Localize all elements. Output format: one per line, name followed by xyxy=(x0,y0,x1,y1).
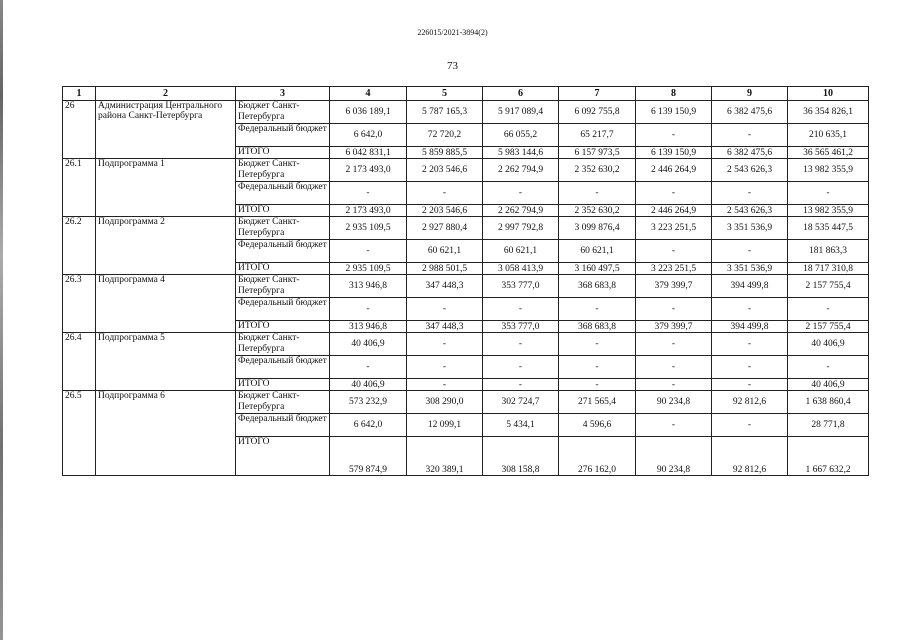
page-number: 73 xyxy=(447,60,458,72)
row-name: Подпрограмма 2 xyxy=(96,217,236,275)
value-cell: 3 058 413,9 xyxy=(483,263,559,275)
total-label: ИТОГО xyxy=(236,437,330,476)
value-cell: 90 234,8 xyxy=(636,391,712,414)
funding-source: Федеральный бюджет xyxy=(236,182,330,205)
value-cell: 2 543 626,3 xyxy=(712,159,788,182)
value-cell: 210 635,1 xyxy=(788,124,869,147)
funding-source: Федеральный бюджет xyxy=(236,240,330,263)
value-cell: - xyxy=(483,356,559,379)
value-cell: 40 406,9 xyxy=(788,333,869,356)
value-cell: - xyxy=(559,182,636,205)
value-cell: 6 042 831,1 xyxy=(330,147,407,159)
value-cell: - xyxy=(636,379,712,391)
table-body xyxy=(63,101,869,476)
value-cell: 2 157 755,4 xyxy=(788,321,869,333)
value-cell: 6 139 150,9 xyxy=(636,147,712,159)
value-cell: - xyxy=(559,333,636,356)
value-cell: 1 638 860,4 xyxy=(788,391,869,414)
value-cell: - xyxy=(788,356,869,379)
value-cell: 65 217,7 xyxy=(559,124,636,147)
row-name: Подпрограмма 6 xyxy=(96,391,236,476)
value-cell: 302 724,7 xyxy=(483,391,559,414)
value-cell: 5 434,1 xyxy=(483,414,559,437)
row-name: Подпрограмма 4 xyxy=(96,275,236,333)
row-code: 26.1 xyxy=(63,159,96,217)
value-cell: 5 859 885,5 xyxy=(407,147,483,159)
funding-source: Федеральный бюджет xyxy=(236,124,330,147)
value-cell: 72 720,2 xyxy=(407,124,483,147)
value-cell: 2 173 493,0 xyxy=(330,205,407,217)
scan-edge-shadow xyxy=(0,0,3,640)
value-cell: 13 982 355,9 xyxy=(788,205,869,217)
value-cell: - xyxy=(712,298,788,321)
value-cell: 6 036 189,1 xyxy=(330,101,407,124)
total-label: ИТОГО xyxy=(236,263,330,275)
value-cell: 5 787 165,3 xyxy=(407,101,483,124)
value-cell: 2 988 501,5 xyxy=(407,263,483,275)
value-cell: 313 946,8 xyxy=(330,275,407,298)
value-cell: - xyxy=(330,182,407,205)
value-cell: 60 621,1 xyxy=(483,240,559,263)
value-cell: 40 406,9 xyxy=(330,379,407,391)
value-cell: 66 055,2 xyxy=(483,124,559,147)
value-cell: 2 935 109,5 xyxy=(330,217,407,240)
value-cell: 2 997 792,8 xyxy=(483,217,559,240)
value-cell: - xyxy=(483,379,559,391)
value-cell: 3 099 876,4 xyxy=(559,217,636,240)
value-cell: - xyxy=(559,298,636,321)
value-cell: 2 543 626,3 xyxy=(712,205,788,217)
value-cell: 13 982 355,9 xyxy=(788,159,869,182)
value-cell: - xyxy=(712,356,788,379)
value-cell: 394 499,8 xyxy=(712,275,788,298)
row-name: Администрация Центрального района Санкт-Петербурга xyxy=(96,101,236,159)
value-cell: 2 935 109,5 xyxy=(330,263,407,275)
value-cell: - xyxy=(636,298,712,321)
value-cell: 2 446 264,9 xyxy=(636,159,712,182)
value-cell: 2 262 794,9 xyxy=(483,205,559,217)
funding-source: Бюджет Санкт-Петербурга xyxy=(236,101,330,124)
row-code: 26.5 xyxy=(63,391,96,476)
value-cell: 60 621,1 xyxy=(407,240,483,263)
total-label: ИТОГО xyxy=(236,321,330,333)
value-cell: 3 351 536,9 xyxy=(712,217,788,240)
value-cell: - xyxy=(788,298,869,321)
table-row xyxy=(63,159,869,182)
row-code: 26.3 xyxy=(63,275,96,333)
document-id: 226015/2021-3894(2) xyxy=(417,28,488,37)
value-cell: 2 352 630,2 xyxy=(559,159,636,182)
funding-source: Бюджет Санкт-Петербурга xyxy=(236,275,330,298)
value-cell: 90 234,8 xyxy=(636,437,712,476)
value-cell: - xyxy=(712,182,788,205)
total-label: ИТОГО xyxy=(236,205,330,217)
column-header: 3 xyxy=(236,87,330,101)
value-cell: 347 448,3 xyxy=(407,275,483,298)
header-row xyxy=(63,87,869,101)
value-cell: 4 596,6 xyxy=(559,414,636,437)
value-cell: 3 160 497,5 xyxy=(559,263,636,275)
value-cell: 92 812,6 xyxy=(712,437,788,476)
row-code: 26 xyxy=(63,101,96,159)
value-cell: 60 621,1 xyxy=(559,240,636,263)
value-cell: 12 099,1 xyxy=(407,414,483,437)
column-header: 5 xyxy=(407,87,483,101)
value-cell: 6 382 475,6 xyxy=(712,147,788,159)
value-cell: - xyxy=(483,182,559,205)
column-header: 9 xyxy=(712,87,788,101)
value-cell: 347 448,3 xyxy=(407,321,483,333)
value-cell: - xyxy=(330,298,407,321)
value-cell: 368 683,8 xyxy=(559,321,636,333)
value-cell: 2 157 755,4 xyxy=(788,275,869,298)
value-cell: 36 565 461,2 xyxy=(788,147,869,159)
value-cell: - xyxy=(559,379,636,391)
funding-source: Бюджет Санкт-Петербурга xyxy=(236,391,330,414)
funding-source: Бюджет Санкт-Петербурга xyxy=(236,333,330,356)
value-cell: 2 352 630,2 xyxy=(559,205,636,217)
value-cell: - xyxy=(483,298,559,321)
funding-source: Бюджет Санкт-Петербурга xyxy=(236,159,330,182)
value-cell: - xyxy=(712,379,788,391)
value-cell: 28 771,8 xyxy=(788,414,869,437)
value-cell: 353 777,0 xyxy=(483,321,559,333)
value-cell: 6 382 475,6 xyxy=(712,101,788,124)
value-cell: - xyxy=(636,414,712,437)
value-cell: - xyxy=(330,356,407,379)
value-cell: 320 389,1 xyxy=(407,437,483,476)
value-cell: 2 446 264,9 xyxy=(636,205,712,217)
funding-source: Федеральный бюджет xyxy=(236,356,330,379)
value-cell: 308 290,0 xyxy=(407,391,483,414)
value-cell: - xyxy=(559,356,636,379)
value-cell: - xyxy=(712,333,788,356)
value-cell: 6 157 973,5 xyxy=(559,147,636,159)
value-cell: 579 874,9 xyxy=(330,437,407,476)
column-header: 7 xyxy=(559,87,636,101)
value-cell: 308 158,8 xyxy=(483,437,559,476)
value-cell: 2 262 794,9 xyxy=(483,159,559,182)
column-header: 2 xyxy=(96,87,236,101)
row-code: 26.2 xyxy=(63,217,96,275)
value-cell: 181 863,3 xyxy=(788,240,869,263)
table-row xyxy=(63,391,869,414)
row-name: Подпрограмма 5 xyxy=(96,333,236,391)
value-cell: - xyxy=(407,298,483,321)
value-cell: - xyxy=(483,333,559,356)
value-cell: - xyxy=(636,182,712,205)
value-cell: 6 139 150,9 xyxy=(636,101,712,124)
value-cell: - xyxy=(330,240,407,263)
column-header: 10 xyxy=(788,87,869,101)
value-cell: 276 162,0 xyxy=(559,437,636,476)
table-row xyxy=(63,101,869,124)
value-cell: 40 406,9 xyxy=(788,379,869,391)
value-cell: 5 917 089,4 xyxy=(483,101,559,124)
value-cell: 2 203 546,6 xyxy=(407,159,483,182)
value-cell: - xyxy=(636,356,712,379)
value-cell: - xyxy=(407,379,483,391)
funding-source: Бюджет Санкт-Петербурга xyxy=(236,217,330,240)
total-label: ИТОГО xyxy=(236,379,330,391)
value-cell: 18 717 310,8 xyxy=(788,263,869,275)
column-header: 8 xyxy=(636,87,712,101)
column-header: 4 xyxy=(330,87,407,101)
value-cell: 368 683,8 xyxy=(559,275,636,298)
value-cell: - xyxy=(636,333,712,356)
value-cell: - xyxy=(712,414,788,437)
value-cell: 3 351 536,9 xyxy=(712,263,788,275)
value-cell: - xyxy=(407,182,483,205)
value-cell: 271 565,4 xyxy=(559,391,636,414)
funding-source: Федеральный бюджет xyxy=(236,298,330,321)
value-cell: 40 406,9 xyxy=(330,333,407,356)
value-cell: - xyxy=(712,124,788,147)
value-cell: 6 092 755,8 xyxy=(559,101,636,124)
value-cell: - xyxy=(788,182,869,205)
value-cell: - xyxy=(407,333,483,356)
column-header: 1 xyxy=(63,87,96,101)
value-cell: 2 203 546,6 xyxy=(407,205,483,217)
value-cell: 2 173 493,0 xyxy=(330,159,407,182)
table-row xyxy=(63,217,869,240)
value-cell: 92 812,6 xyxy=(712,391,788,414)
funding-source: Федеральный бюджет xyxy=(236,414,330,437)
value-cell: 2 927 880,4 xyxy=(407,217,483,240)
value-cell: - xyxy=(712,240,788,263)
total-label: ИТОГО xyxy=(236,147,330,159)
value-cell: - xyxy=(407,356,483,379)
value-cell: 394 499,8 xyxy=(712,321,788,333)
value-cell: 6 642,0 xyxy=(330,124,407,147)
table-row xyxy=(63,275,869,298)
table-row xyxy=(63,333,869,356)
value-cell: 18 535 447,5 xyxy=(788,217,869,240)
value-cell: 3 223 251,5 xyxy=(636,263,712,275)
value-cell: 379 399,7 xyxy=(636,275,712,298)
value-cell: - xyxy=(636,124,712,147)
value-cell: 5 983 144,6 xyxy=(483,147,559,159)
column-header: 6 xyxy=(483,87,559,101)
row-code: 26.4 xyxy=(63,333,96,391)
value-cell: - xyxy=(636,240,712,263)
value-cell: 353 777,0 xyxy=(483,275,559,298)
value-cell: 573 232,9 xyxy=(330,391,407,414)
row-name: Подпрограмма 1 xyxy=(96,159,236,217)
value-cell: 6 642,0 xyxy=(330,414,407,437)
value-cell: 313 946,8 xyxy=(330,321,407,333)
value-cell: 1 667 632,2 xyxy=(788,437,869,476)
value-cell: 3 223 251,5 xyxy=(636,217,712,240)
value-cell: 379 399,7 xyxy=(636,321,712,333)
value-cell: 36 354 826,1 xyxy=(788,101,869,124)
budget-table xyxy=(62,86,869,476)
